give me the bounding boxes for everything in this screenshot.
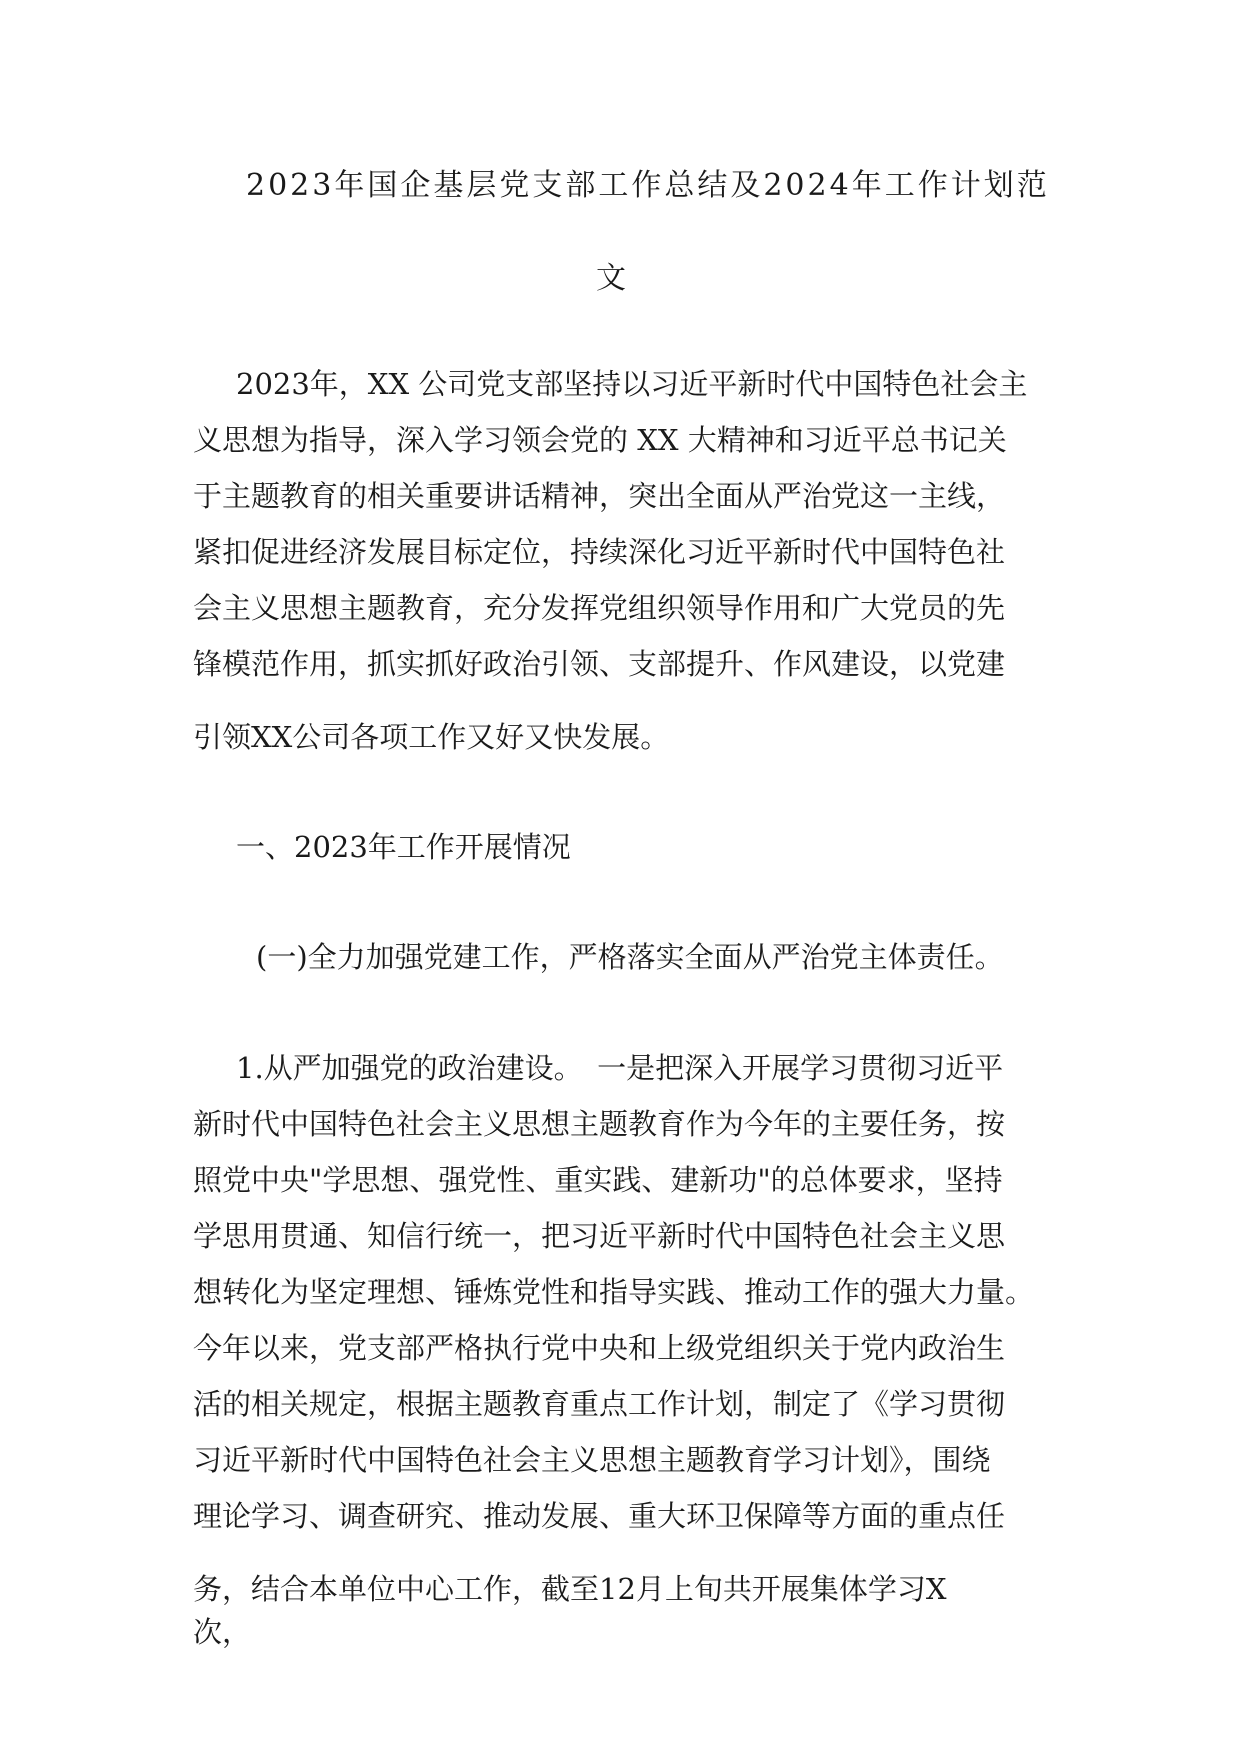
document-title-line-2: 文 <box>596 261 629 296</box>
body-line-1: 1.从严加强党的政治建设。 一是把深入开展学习贯彻习近平 <box>236 1051 1004 1085</box>
intro-line-2: 义思想为指导，深入学习领会党的 XX 大精神和习近平总书记关 <box>193 423 1007 457</box>
section-heading: 一、2023年工作开展情况 <box>236 830 571 864</box>
body-line-11: 次， <box>193 1615 252 1649</box>
body-line-5: 想转化为坚定理想、锤炼党性和指导实践、推动工作的强大力量。 <box>193 1275 1035 1309</box>
subsection-heading: (一)全力加强党建工作，严格落实全面从严治党主体责任。 <box>256 940 1004 974</box>
intro-line-3: 于主题教育的相关重要讲话精神，突出全面从严治党这一主线， <box>193 479 1006 513</box>
body-line-6: 今年以来，党支部严格执行党中央和上级党组织关于党内政治生 <box>193 1331 1006 1365</box>
body-line-9: 理论学习、调查研究、推动发展、重大环卫保障等方面的重点任 <box>193 1499 1006 1533</box>
body-line-3: 照党中央"学思想、强党性、重实践、建新功"的总体要求，坚持 <box>193 1163 1003 1197</box>
body-line-10: 务，结合本单位中心工作，截至12月上旬共开展集体学习X <box>193 1572 947 1606</box>
document-title-line-1: 2023年国企基层党支部工作总结及2024年工作计划范 <box>246 168 1050 203</box>
intro-line-4: 紧扣促进经济发展目标定位，持续深化习近平新时代中国特色社 <box>193 535 1006 569</box>
body-line-7: 活的相关规定，根据主题教育重点工作计划，制定了《学习贯彻 <box>193 1387 1006 1421</box>
intro-line-1: 2023年，XX 公司党支部坚持以习近平新时代中国特色社会主 <box>236 367 1028 401</box>
body-line-4: 学思用贯通、知信行统一，把习近平新时代中国特色社会主义思 <box>193 1219 1006 1253</box>
intro-line-5: 会主义思想主题教育，充分发挥党组织领导作用和广大党员的先 <box>193 591 1006 625</box>
body-line-2: 新时代中国特色社会主义思想主题教育作为今年的主要任务，按 <box>193 1107 1006 1141</box>
intro-line-7: 引领XX公司各项工作又好又快发展。 <box>193 720 670 754</box>
intro-line-6: 锋模范作用，抓实抓好政治引领、支部提升、作风建设，以党建 <box>193 647 1006 681</box>
body-line-8: 习近平新时代中国特色社会主义思想主题教育学习计划》，围绕 <box>193 1443 991 1477</box>
